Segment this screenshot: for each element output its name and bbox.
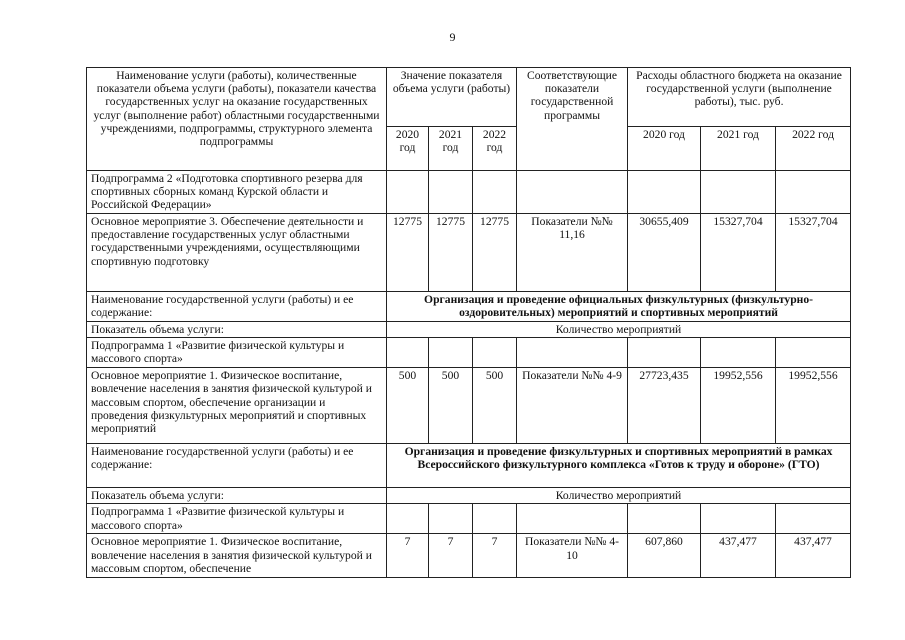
expense-2020: 27723,435	[628, 368, 701, 444]
budget-table	[86, 67, 851, 578]
subprogram-1-name: Подпрограмма 1 «Развитие физической культуры и массового спорта»	[87, 338, 387, 368]
service-name-label: Наименование государственной услуги (работы) и ее содержание:	[87, 444, 387, 488]
volume-indicator-value: Количество мероприятий	[387, 322, 851, 338]
table-row	[87, 488, 851, 504]
header-program-cell: Соответствующие показатели государственной программы	[517, 68, 628, 171]
table-row	[87, 368, 851, 444]
header-expenses-cell: Расходы областного бюджета на оказание государственной услуги (выполнение работы), тыс. руб.	[628, 68, 851, 127]
table-row	[87, 292, 851, 322]
table-row	[87, 504, 851, 534]
page-number: 9	[449, 30, 456, 44]
expense-2022: 15327,704	[776, 214, 851, 292]
header-name-cell: Наименование услуги (работы), количественные показатели объема услуги (работы), показатели качества государственных услуг на оказание государственных услуг (выполнение работ) областными государственными учреждениями, подпрограммы, структурного элемента подпрограммы	[87, 68, 387, 171]
subprogram-2-name: Подпрограмма 2 «Подготовка спортивного резерва для спортивных сборных команд Курской области и Российской Федерации»	[87, 171, 387, 214]
table-row	[87, 214, 851, 292]
table-row	[87, 534, 851, 578]
header-expense-year-2021: 2021 год	[701, 127, 776, 171]
header-expense-year-2022: 2022 год	[776, 127, 851, 171]
main-event-1-name: Основное мероприятие 1. Физическое воспитание, вовлечение населения в занятия физической культурой и массовым спортом, обеспечение	[87, 534, 387, 578]
header-year-2021: 2021 год	[429, 127, 473, 171]
header-row	[87, 68, 851, 127]
subprogram-1-name: Подпрограмма 1 «Развитие физической культуры и массового спорта»	[87, 504, 387, 534]
expense-2022: 437,477	[776, 534, 851, 578]
expense-2021: 19952,556	[701, 368, 776, 444]
expense-2020: 30655,409	[628, 214, 701, 292]
header-expense-year-2020: 2020 год	[628, 127, 701, 171]
volume-indicator-label: Показатель объема услуги:	[87, 488, 387, 504]
expense-2020: 607,860	[628, 534, 701, 578]
value-2021: 500	[429, 368, 473, 444]
value-2020: 500	[387, 368, 429, 444]
header-year-2022: 2022 год	[473, 127, 517, 171]
service-name-label: Наименование государственной услуги (работы) и ее содержание:	[87, 292, 387, 322]
value-2022: 500	[473, 368, 517, 444]
value-2020: 12775	[387, 214, 429, 292]
main-event-1-name: Основное мероприятие 1. Физическое воспитание, вовлечение населения в занятия физической культурой и массовым спортом, обеспечение организации и проведения физкультурных мероприятий и спортивных мероприятий	[87, 368, 387, 444]
header-values-cell: Значение показателя объема услуги (работы)	[387, 68, 517, 127]
program-indicators: Показатели №№ 4-10	[517, 534, 628, 578]
table-row	[87, 171, 851, 214]
volume-indicator-label: Показатель объема услуги:	[87, 322, 387, 338]
program-indicators: Показатели №№ 4-9	[517, 368, 628, 444]
volume-indicator-value: Количество мероприятий	[387, 488, 851, 504]
value-2022: 12775	[473, 214, 517, 292]
table-row	[87, 444, 851, 488]
table-row	[87, 338, 851, 368]
service-name-value: Организация и проведение официальных физкультурных (физкультурно-оздоровительных) мероприятий и спортивных мероприятий	[387, 292, 851, 322]
value-2022: 7	[473, 534, 517, 578]
table-row	[87, 322, 851, 338]
value-2020: 7	[387, 534, 429, 578]
program-indicators: Показатели №№ 11,16	[517, 214, 628, 292]
value-2021: 7	[429, 534, 473, 578]
expense-2021: 15327,704	[701, 214, 776, 292]
expense-2022: 19952,556	[776, 368, 851, 444]
main-event-3-name: Основное мероприятие 3. Обеспечение деятельности и предоставление государственных услуг областными государственными учреждениями, осуществляющими спортивную подготовку	[87, 214, 387, 292]
header-year-2020: 2020 год	[387, 127, 429, 171]
service-name-value: Организация и проведение физкультурных и спортивных мероприятий в рамках Всероссийского физкультурного комплекса «Готов к труду и обороне» (ГТО)	[387, 444, 851, 488]
expense-2021: 437,477	[701, 534, 776, 578]
value-2021: 12775	[429, 214, 473, 292]
